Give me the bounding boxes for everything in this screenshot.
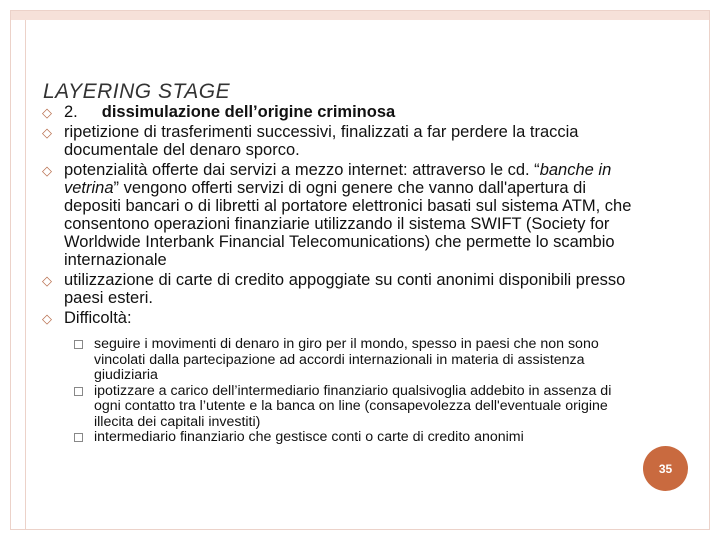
list-item: [42, 161, 642, 269]
square-bullet-icon: [74, 387, 83, 396]
list-item: [42, 123, 642, 159]
sub-list-item: [74, 384, 642, 431]
sub-bullet-text: ipotizzare a carico dell’intermediario finanziario qualsivoglia addebito in assenza di ogni contatto tra l’utente e la banca on line (consapevolezza dell'eventuale origine illecita dei capitali investiti): [94, 382, 612, 430]
list-item: [42, 271, 642, 307]
diamond-bullet-icon: ◇: [42, 125, 52, 140]
slide-left-rule: [25, 20, 26, 530]
diamond-bullet-icon: ◇: [42, 163, 52, 178]
square-bullet-icon: [74, 340, 83, 349]
sub-bullet-list: [74, 337, 642, 446]
sub-list-item: [74, 337, 642, 384]
diamond-bullet-icon: ◇: [42, 311, 52, 326]
page-number-badge: 35: [643, 446, 688, 491]
list-item-heading: [42, 103, 642, 121]
bullet-text: utilizzazione di carte di credito appoggiate su conti anonimi disponibili presso paesi esteri.: [64, 271, 626, 307]
heading-number: 2.: [64, 103, 78, 121]
list-item: [42, 309, 642, 446]
bullet-text-pre: potenzialità offerte dai servizi a mezzo internet: attraverso le cd. “: [64, 161, 540, 179]
bullet-text-post: ” vengono offerti servizi di ogni genere che vanno dall'apertura di depositi bancari o di libretti al portatore elettronici basati sul sistema ATM, che consentono operazioni finanziarie utilizzando il sistema SWIFT (Society for Worldwide Interbank Financial Telecomunications) che permette lo scambio internazionale: [64, 179, 632, 269]
diamond-bullet-icon: ◇: [42, 105, 52, 120]
bullet-list: [42, 103, 642, 448]
slide-title: LAYERING STAGE: [43, 80, 231, 103]
sub-bullet-text: intermediario finanziario che gestisce conti o carte di credito anonimi: [94, 429, 524, 445]
bullet-text-emphasis: banche in vetrina: [64, 161, 612, 197]
bullet-text: Difficoltà:: [64, 309, 132, 327]
bullet-text: ripetizione di trasferimenti successivi, finalizzati a far perdere la traccia documentale del denaro sporco.: [64, 123, 579, 159]
heading-text: dissimulazione dell’origine criminosa: [101, 103, 396, 121]
diamond-bullet-icon: ◇: [42, 273, 52, 288]
sub-list-item: [74, 430, 642, 446]
sub-bullet-text: seguire i movimenti di denaro in giro per il mondo, spesso in paesi che non sono vincolati dalla partecipazione ad accordi internazionali in materia di assistenza giudiziaria: [94, 336, 599, 383]
square-bullet-icon: [74, 433, 83, 442]
